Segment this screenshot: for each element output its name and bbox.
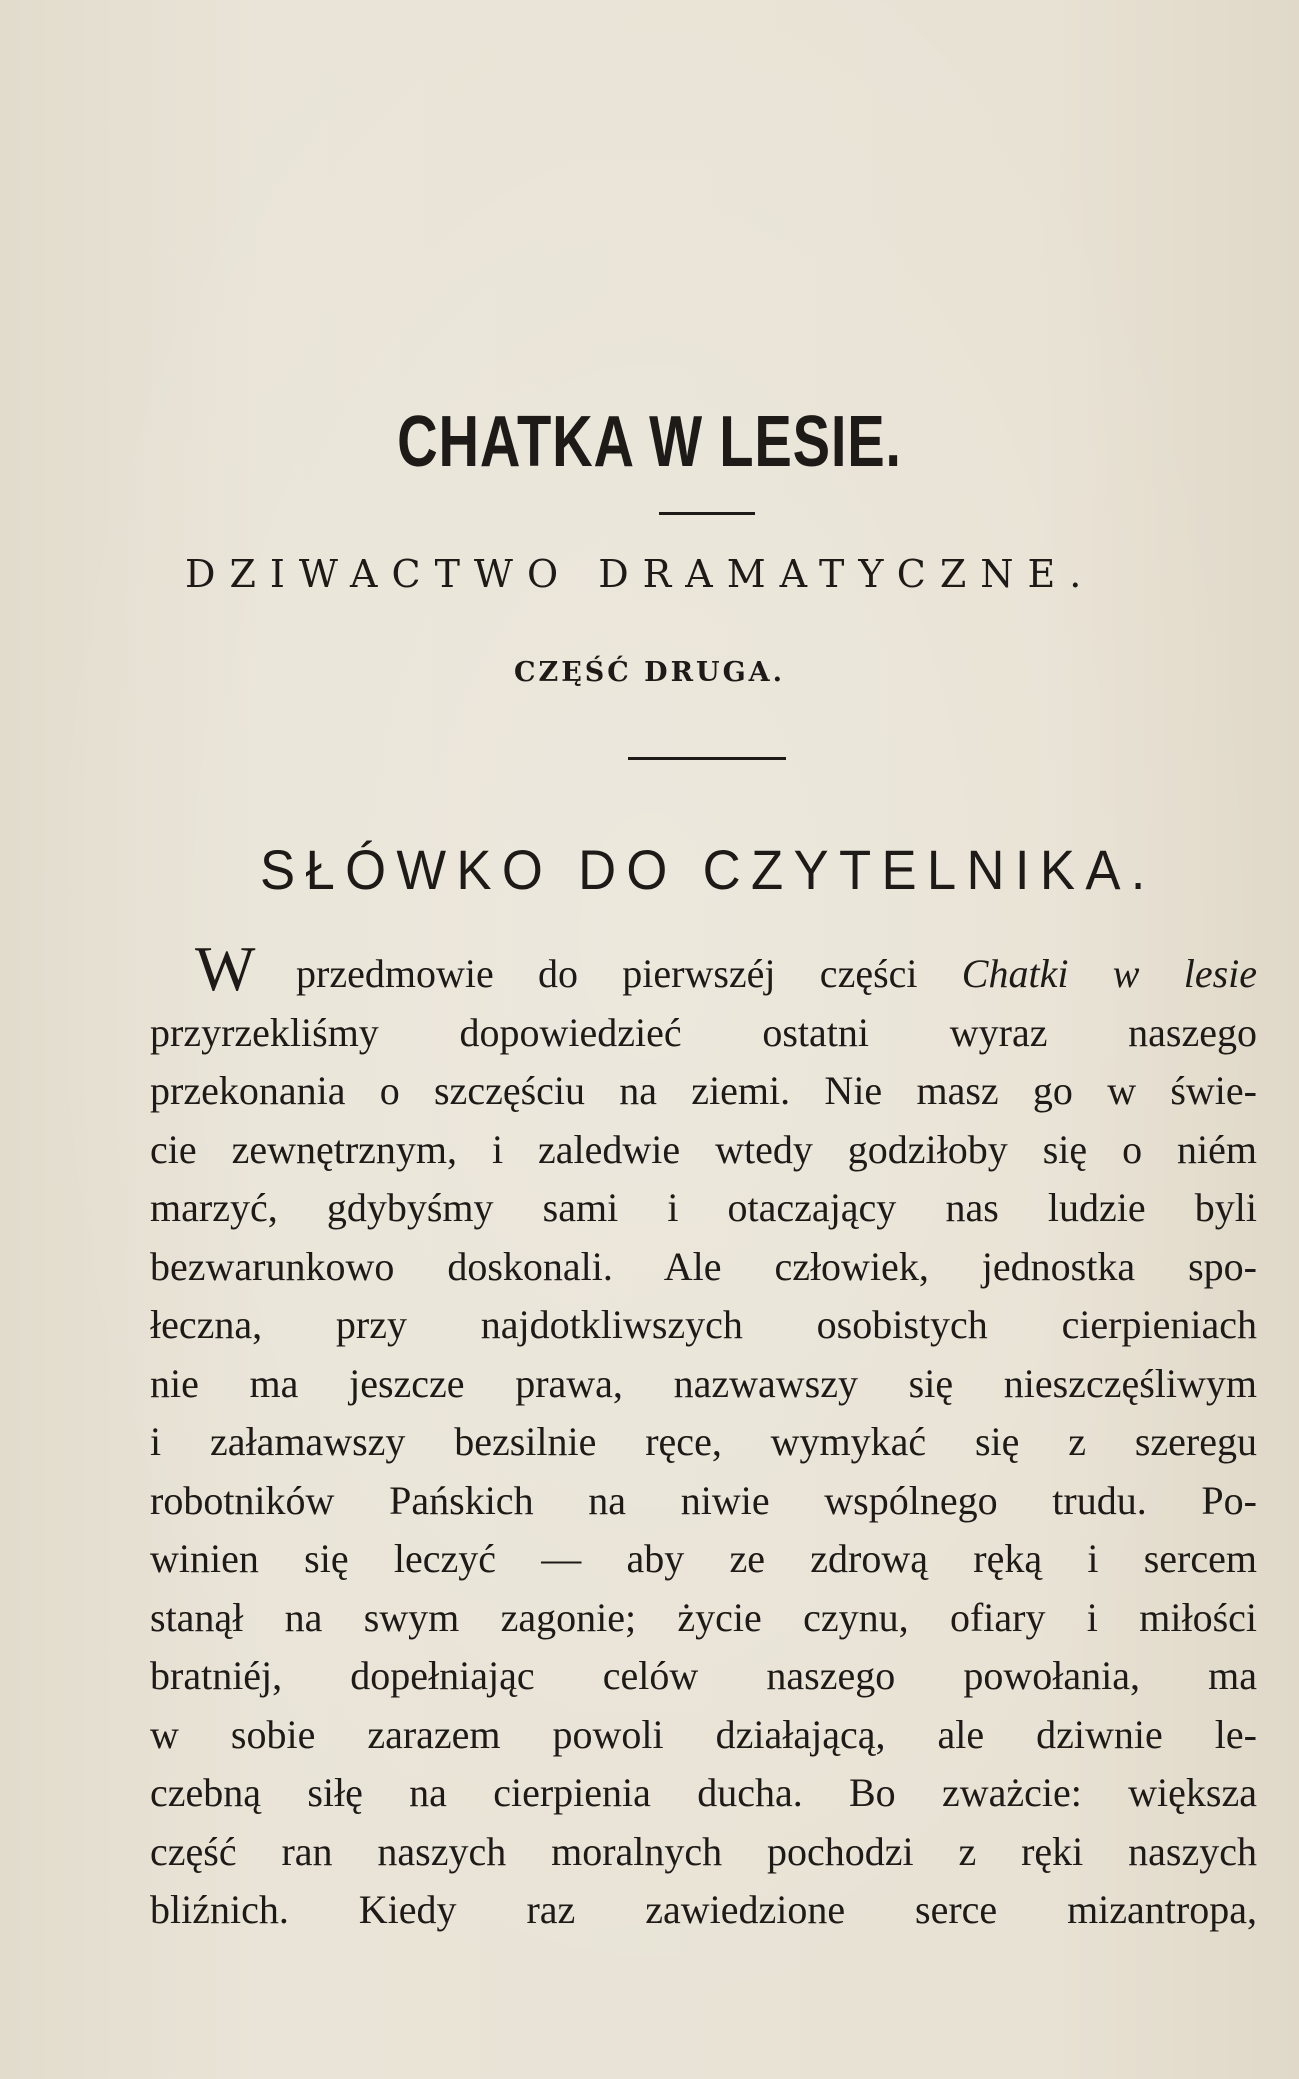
body-line: i załamawszy bezsilnie ręce, wymykać się z szeregu [150,1419,1257,1464]
body-line: cie zewnętrznym, i zaledwie wtedy godziłoby się o niém [150,1126,1257,1172]
body-line-1 [150,933,1258,1004]
part-heading: CZĘŚĆ DRUGA. [514,657,785,688]
page-title: CHATKA W LESIE. [397,402,902,482]
first-line-text [296,945,1257,1004]
drop-cap: W [195,933,256,1004]
body-line: łeczna, przy najdotkliwszych osobistych cierpieniach [150,1302,1257,1347]
body-line: marzyć, gdybyśmy sami i otaczający nas ludzie byli [150,1185,1257,1230]
body-line: winien się leczyć — aby ze zdrową ręką i sercem [150,1536,1257,1581]
body-line: bliźnich. Kiedy raz zawiedzione serce mizantropa, [150,1887,1257,1932]
body-text [150,933,1258,1940]
body-line: czebną siłę na cierpienia ducha. Bo zważcie: większa [150,1770,1257,1815]
body-line: część ran naszych moralnych pochodzi z ręki naszych [150,1828,1257,1874]
body-line: przyrzekliśmy dopowiedzieć ostatni wyraz naszego [150,1009,1257,1055]
body-line: bratniéj, dopełniając celów naszego powołania, ma [150,1653,1257,1698]
body-line: w sobie zarazem powoli działającą, ale dziwnie le- [150,1711,1257,1757]
title-rule [659,512,755,515]
body-line: bezwarunkowo doskonali. Ale człowiek, jednostka spo- [150,1243,1257,1289]
body-line: przekonania o szczęściu na ziemi. Nie masz go w świe- [150,1068,1257,1113]
body-line: robotników Pańskich na niwie wspólnego trudu. Po- [150,1477,1257,1523]
subtitle: DZIWACTWO DRAMATYCZNE. [185,552,1096,596]
book-title-italic: Chatki w lesie [961,951,1258,996]
part-rule [628,757,786,760]
first-line-pre: przedmowie do pierwszéj części [296,951,962,996]
section-title: SŁÓWKO DO CZYTELNIKA. [260,838,1156,901]
body-line: stanął na swym zagonie; życie czynu, ofiary i miłości [150,1594,1257,1640]
body-line: nie ma jeszcze prawa, nazwawszy się nieszczęśliwym [150,1360,1257,1406]
